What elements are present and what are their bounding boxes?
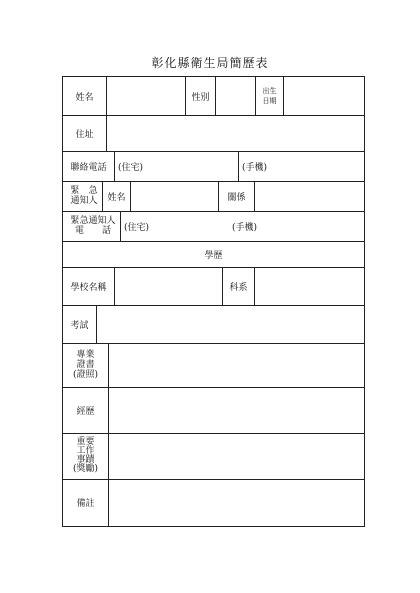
home-phone-field[interactable] bbox=[115, 151, 239, 181]
address-field[interactable] bbox=[107, 115, 364, 151]
row-experience bbox=[63, 387, 364, 434]
mobile-field[interactable] bbox=[239, 151, 364, 181]
emergency-phone-label bbox=[63, 211, 121, 241]
mobile-label: (手機) bbox=[242, 162, 268, 173]
certificates-label bbox=[63, 343, 109, 387]
cert-label-line3: (證照) bbox=[72, 370, 99, 380]
row-achievements bbox=[63, 433, 364, 480]
emergency-label-line2: 通知人 bbox=[70, 196, 98, 206]
row-address bbox=[63, 115, 364, 152]
home-phone-label: (住宅) bbox=[118, 162, 144, 173]
relation-field[interactable] bbox=[255, 181, 364, 211]
achieve-label-line2: 工作 bbox=[76, 446, 95, 456]
emergency-mobile-field[interactable] bbox=[229, 211, 364, 241]
resume-form bbox=[62, 76, 365, 527]
achievements-field[interactable] bbox=[109, 433, 364, 479]
emergency-phone-line1: 緊急通知人 bbox=[70, 216, 116, 226]
remarks-field[interactable] bbox=[109, 479, 364, 526]
relation-label: 關係 bbox=[219, 181, 255, 211]
achievements-label bbox=[63, 433, 109, 479]
row-exam bbox=[63, 305, 364, 344]
row-emergency-phone bbox=[63, 211, 364, 242]
row-certificates bbox=[63, 343, 364, 388]
row-name bbox=[63, 77, 364, 116]
name-label: 姓名 bbox=[63, 77, 107, 115]
achieve-label-line3: 事蹟 bbox=[76, 455, 95, 465]
emergency-name-field[interactable] bbox=[131, 181, 219, 211]
emergency-home-field[interactable] bbox=[121, 211, 229, 241]
achieve-label-line4: (獎勵) bbox=[72, 464, 99, 474]
gender-field[interactable] bbox=[216, 77, 256, 115]
emergency-mobile-label: (手機) bbox=[232, 222, 258, 233]
row-education-header bbox=[63, 241, 364, 268]
remarks-label: 備註 bbox=[63, 479, 109, 526]
experience-field[interactable] bbox=[109, 387, 364, 433]
phone-label: 聯絡電話 bbox=[63, 151, 115, 181]
experience-label: 經歷 bbox=[63, 387, 109, 433]
emergency-label-line1: 緊 急 bbox=[70, 186, 98, 196]
birth-date-label bbox=[256, 77, 284, 115]
row-phone bbox=[63, 151, 364, 182]
department-label: 科系 bbox=[223, 267, 255, 305]
school-label: 學校名稱 bbox=[63, 267, 115, 305]
birth-date-field[interactable] bbox=[284, 77, 364, 115]
address-label: 住址 bbox=[63, 115, 107, 151]
certificates-field[interactable] bbox=[109, 343, 364, 387]
emergency-phone-line2: 電 話 bbox=[74, 226, 111, 236]
row-emergency-contact bbox=[63, 181, 364, 212]
cert-label-line2: 證書 bbox=[76, 360, 95, 370]
achieve-label-line1: 重要 bbox=[76, 437, 95, 447]
exam-field[interactable] bbox=[97, 305, 364, 343]
education-heading: 學歷 bbox=[204, 250, 223, 261]
cert-label-line1: 專業 bbox=[76, 350, 95, 360]
gender-label: 性別 bbox=[186, 77, 216, 115]
school-field[interactable] bbox=[115, 267, 223, 305]
department-field[interactable] bbox=[255, 267, 364, 305]
exam-label: 考試 bbox=[63, 305, 97, 343]
emergency-contact-label bbox=[63, 181, 103, 211]
row-remarks bbox=[63, 479, 364, 526]
row-school bbox=[63, 267, 364, 306]
birth-label-line2: 日期 bbox=[262, 97, 277, 105]
emergency-name-label: 姓名 bbox=[103, 181, 131, 211]
form-title: 彰化縣衛生局簡歷表 bbox=[151, 56, 269, 70]
name-field[interactable] bbox=[107, 77, 186, 115]
emergency-home-label: (住宅) bbox=[124, 222, 150, 233]
birth-label-line1: 出生 bbox=[262, 87, 277, 95]
